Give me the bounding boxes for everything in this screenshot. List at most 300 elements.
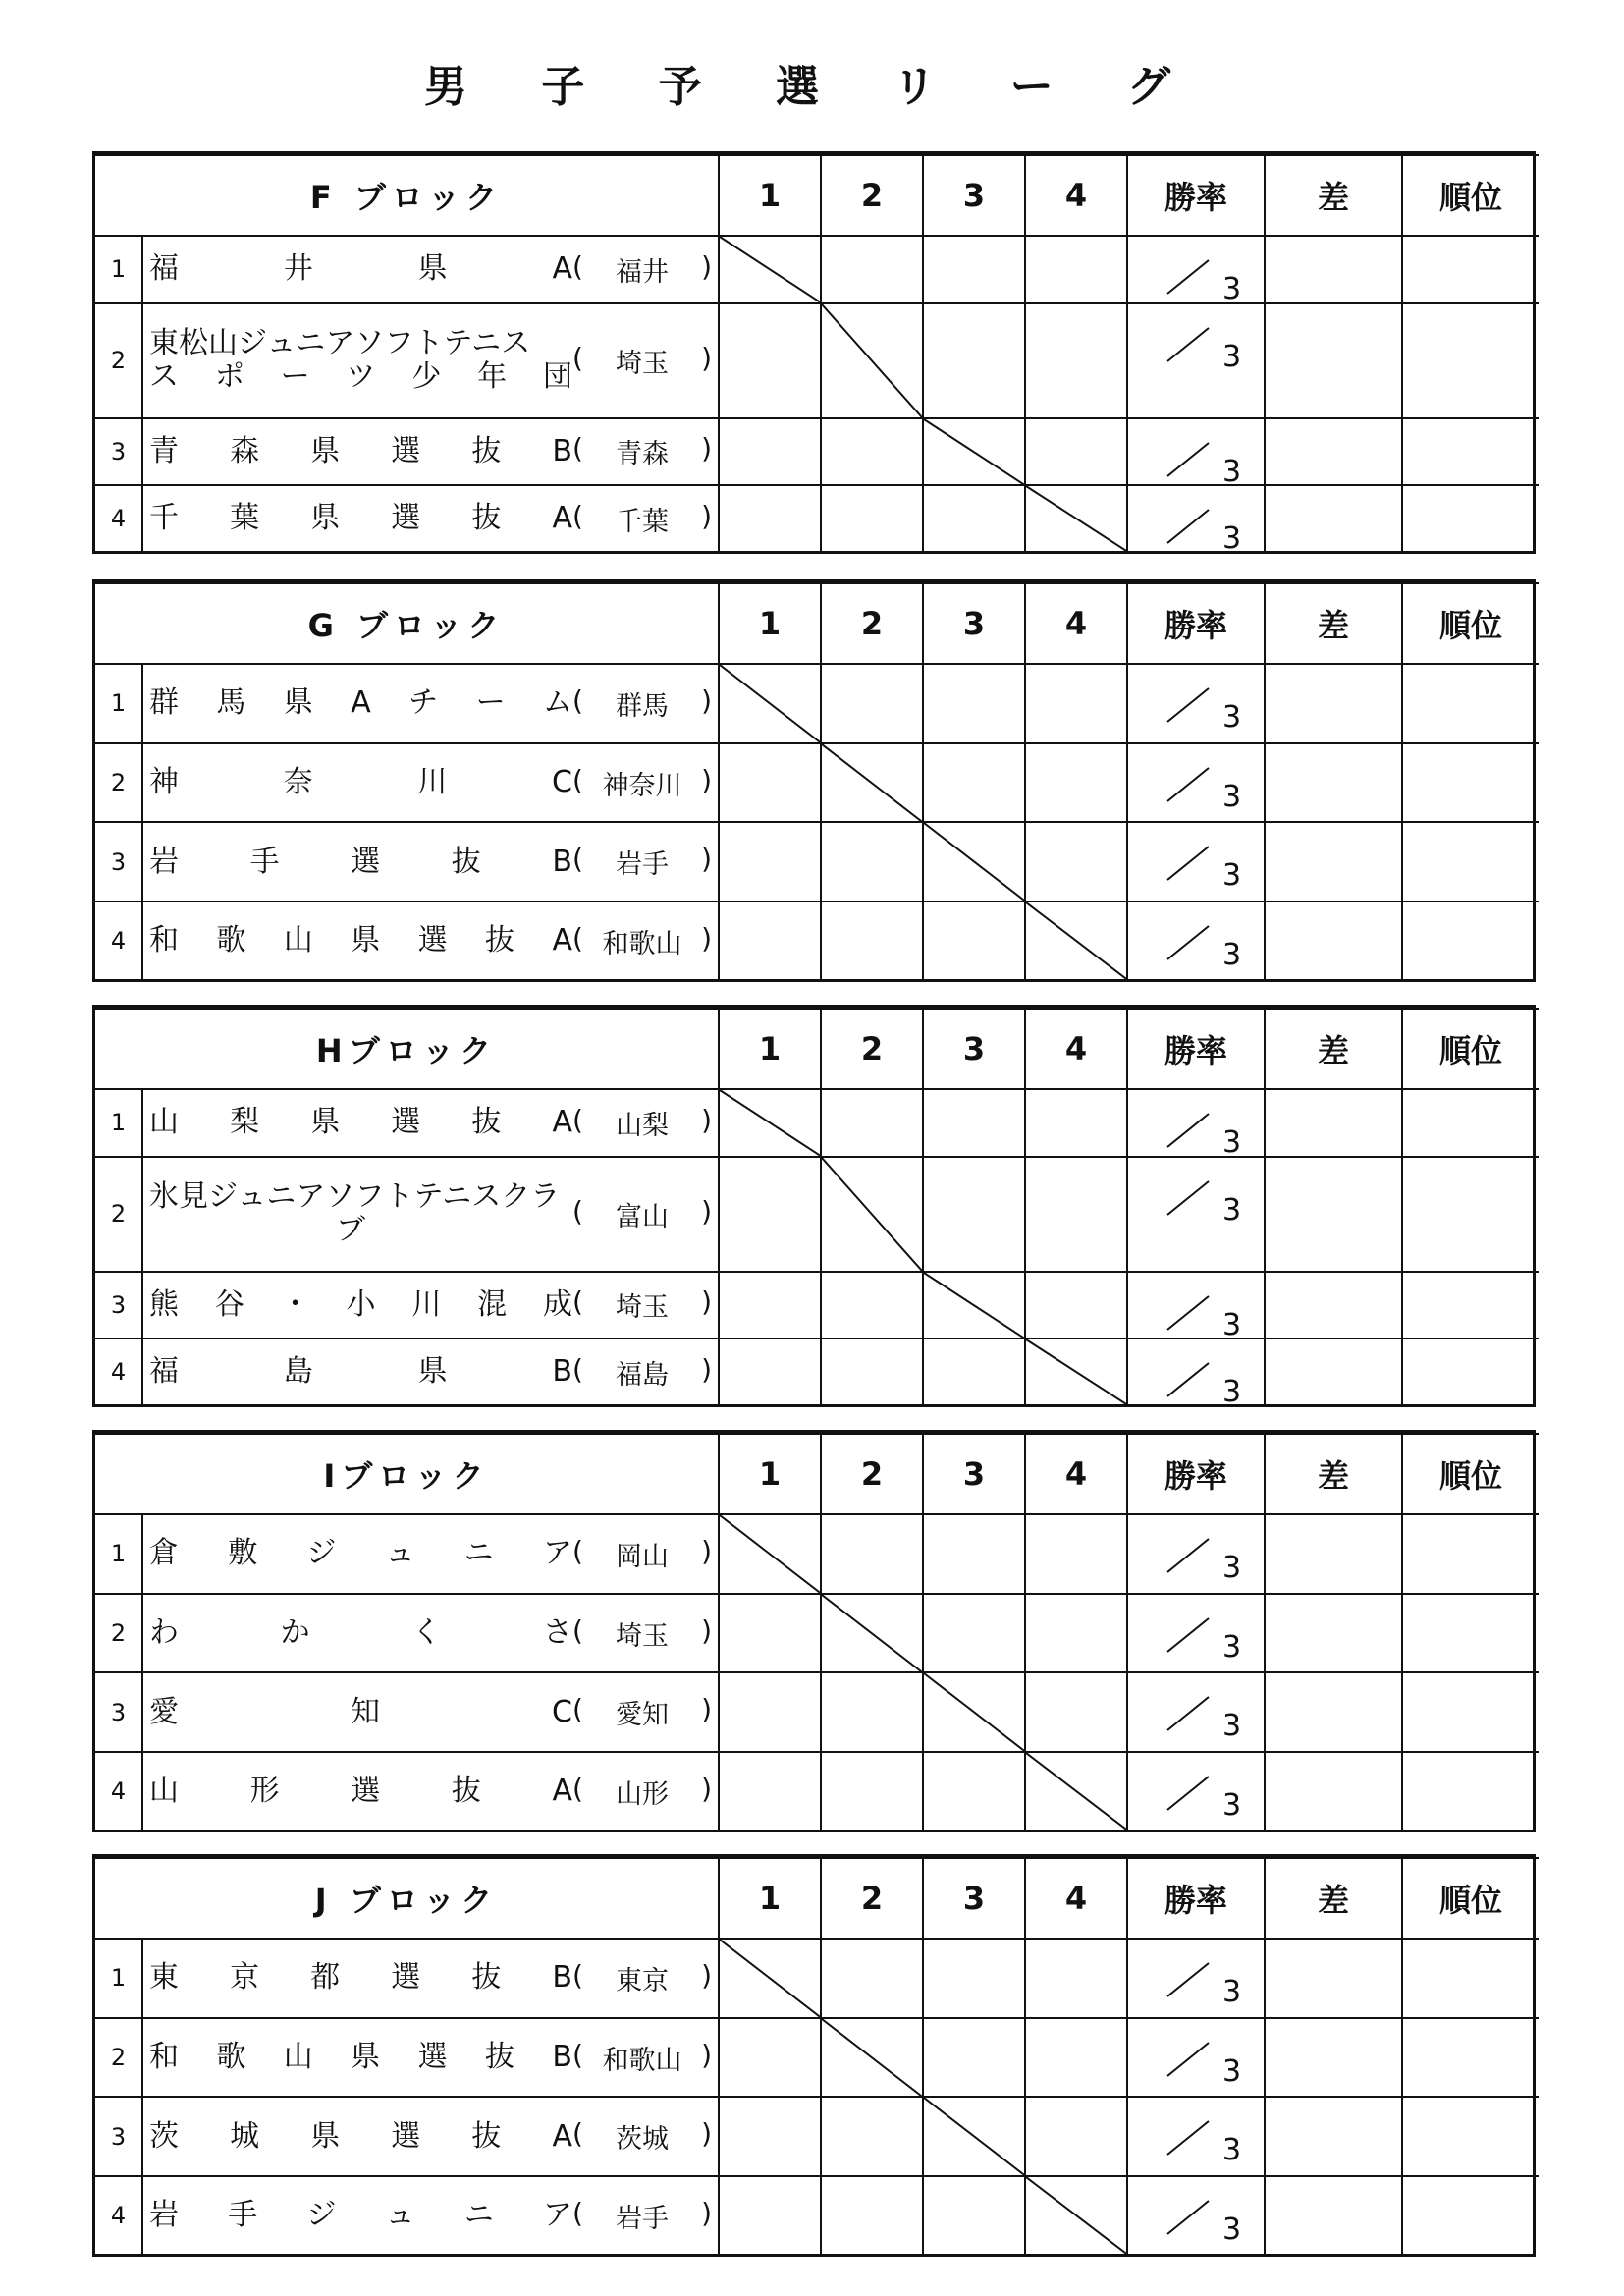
team-name-part: 福	[149, 1354, 179, 1390]
result-cell[interactable]	[923, 236, 1025, 303]
team-name-part: 手	[228, 2198, 258, 2233]
result-cell[interactable]	[1025, 1157, 1127, 1272]
win-rate-cell[interactable]	[1127, 485, 1265, 557]
team-cell-inner	[143, 2019, 718, 2097]
team-name-line	[149, 1616, 572, 1650]
win-rate-cell[interactable]	[1127, 1514, 1265, 1594]
league-block	[92, 1005, 1536, 1410]
team-number: 4	[95, 485, 142, 551]
team-name-part: 抜	[471, 501, 502, 536]
result-cell[interactable]	[1025, 743, 1127, 823]
team-row	[95, 1672, 1539, 1752]
prefecture	[572, 432, 712, 470]
rank-cell[interactable]	[1402, 664, 1539, 743]
league-table	[95, 582, 1539, 979]
diff-cell[interactable]	[1265, 485, 1402, 551]
col-header-1: 1	[719, 1858, 821, 1939]
win-rate-cell[interactable]	[1127, 1089, 1265, 1160]
result-cell[interactable]	[1025, 236, 1127, 303]
result-cell[interactable]	[923, 1939, 1025, 2018]
team-name-part: 抜	[471, 1960, 502, 1995]
team-cell	[142, 902, 719, 979]
fraction-slash	[1164, 1174, 1213, 1223]
result-cell[interactable]	[1025, 418, 1127, 486]
team-name-part: チ	[408, 685, 439, 721]
result-cell[interactable]	[923, 2018, 1025, 2098]
team-name-part: 森	[230, 433, 260, 468]
self-match-cell	[719, 1514, 821, 1594]
result-cell[interactable]	[923, 1157, 1025, 1272]
result-cell[interactable]	[719, 418, 821, 486]
diagonal-slash	[924, 2098, 1024, 2175]
rate-denominator: 3	[1222, 938, 1242, 973]
paren-open: (	[572, 249, 583, 283]
prefecture	[572, 2117, 712, 2156]
win-rate-cell[interactable]	[1127, 303, 1265, 418]
win-rate-cell[interactable]	[1127, 418, 1265, 489]
result-cell[interactable]	[719, 2018, 821, 2098]
result-cell[interactable]	[821, 236, 923, 303]
result-cell[interactable]	[1025, 1594, 1127, 1673]
rank-cell[interactable]	[1402, 1752, 1539, 1830]
team-name-part: 谷	[214, 1286, 244, 1322]
result-cell[interactable]	[1025, 2097, 1127, 2176]
team-number: 4	[95, 902, 142, 979]
team-cell	[142, 236, 719, 303]
diagonal-slash	[720, 1515, 820, 1593]
team-name-part: 島	[283, 1354, 313, 1390]
result-cell[interactable]	[923, 485, 1025, 551]
team-name-part: 形	[249, 1774, 280, 1809]
rank-cell[interactable]	[1402, 1157, 1539, 1272]
team-name-part: ツ	[346, 359, 376, 395]
diagonal-slash	[720, 1940, 820, 2017]
team-name-part: 神	[149, 765, 179, 800]
self-match-cell	[821, 1157, 923, 1272]
team-row	[95, 902, 1539, 979]
rank-header: 順位	[1402, 1858, 1539, 1939]
diff-cell[interactable]	[1265, 1089, 1402, 1157]
team-name	[149, 327, 572, 394]
col-header-2: 2	[821, 1009, 923, 1089]
team-number: 1	[95, 664, 142, 743]
win-rate-cell[interactable]	[1127, 1594, 1265, 1673]
result-cell[interactable]	[719, 303, 821, 418]
team-cell	[142, 664, 719, 743]
prefecture	[572, 1195, 712, 1233]
result-cell[interactable]	[1025, 303, 1127, 418]
team-name-part: 福	[149, 251, 179, 287]
team-name	[149, 686, 572, 720]
diff-cell[interactable]	[1265, 1339, 1402, 1404]
col-header-4: 4	[1025, 1009, 1127, 1089]
prefecture	[572, 1614, 712, 1653]
col-header-1: 1	[719, 155, 821, 236]
prefecture-name: 神奈川	[602, 770, 682, 801]
team-number: 4	[95, 2176, 142, 2254]
team-name-part: 茨	[149, 2118, 179, 2154]
paren-open: (	[572, 1613, 583, 1647]
rate-denominator: 3	[1222, 1125, 1242, 1160]
rank-cell[interactable]	[1402, 2176, 1539, 2254]
team-name-line	[149, 2041, 572, 2074]
team-cell	[142, 1272, 719, 1339]
diff-cell[interactable]	[1265, 1594, 1402, 1673]
team-name-part: C	[552, 1694, 572, 1729]
result-cell[interactable]	[821, 1514, 923, 1594]
result-cell[interactable]	[821, 1089, 923, 1157]
result-cell[interactable]	[1025, 2018, 1127, 2098]
diff-cell[interactable]	[1265, 1752, 1402, 1830]
prefecture-name: 群馬	[616, 690, 669, 722]
fraction-slash	[1164, 252, 1213, 301]
paren-close: )	[701, 1772, 712, 1805]
rank-cell[interactable]	[1402, 2097, 1539, 2176]
paren-open: (	[572, 1772, 583, 1805]
result-cell[interactable]	[1025, 1514, 1127, 1594]
page-title: 男 子 予 選 リ ー グ	[424, 62, 1200, 112]
result-cell[interactable]	[719, 743, 821, 823]
team-name-part: 千	[149, 501, 179, 536]
diff-cell[interactable]	[1265, 1672, 1402, 1752]
team-name-part: ュ	[385, 2198, 415, 2233]
diff-cell[interactable]	[1265, 664, 1402, 743]
team-number: 4	[95, 1339, 142, 1404]
diff-cell[interactable]	[1265, 2018, 1402, 2098]
paren-open: (	[572, 1352, 583, 1386]
diagonal-slash	[1026, 2177, 1126, 2254]
prefecture-name: 埼玉	[616, 1620, 669, 1652]
team-name-part: 県	[417, 251, 448, 287]
result-cell[interactable]	[821, 664, 923, 743]
rate-header: 勝率	[1127, 583, 1265, 664]
result-cell[interactable]	[923, 1089, 1025, 1157]
team-name-line	[149, 924, 572, 957]
col-header-2: 2	[821, 583, 923, 664]
result-cell[interactable]	[821, 1339, 923, 1404]
prefecture-name: 埼玉	[616, 1292, 669, 1324]
team-name-part: 選	[391, 1105, 421, 1140]
team-number: 2	[95, 1594, 142, 1673]
team-name-part: ア	[542, 1536, 572, 1571]
team-name-part: 抜	[484, 2040, 514, 2075]
result-cell[interactable]	[719, 822, 821, 902]
diff-cell[interactable]	[1265, 2097, 1402, 2176]
result-cell[interactable]	[923, 1339, 1025, 1404]
diff-cell[interactable]	[1265, 1514, 1402, 1594]
team-name-part: 東	[149, 1960, 179, 1995]
team-row	[95, 1939, 1539, 2018]
team-name	[149, 924, 572, 957]
team-name-part: 県	[310, 1105, 341, 1140]
result-cell[interactable]	[821, 485, 923, 551]
diagonal-slash	[1026, 902, 1126, 979]
team-name-part: ー	[280, 359, 310, 395]
rank-cell[interactable]	[1402, 1272, 1539, 1339]
result-cell[interactable]	[923, 902, 1025, 979]
fraction-slash	[1164, 2193, 1213, 2242]
result-cell[interactable]	[923, 2176, 1025, 2254]
team-name-line	[149, 1355, 572, 1389]
self-match-cell	[1025, 485, 1127, 551]
paren-close: )	[701, 1194, 712, 1228]
win-rate-cell[interactable]	[1127, 2097, 1265, 2176]
team-name-line	[149, 2120, 572, 2154]
result-cell[interactable]	[821, 2097, 923, 2176]
diagonal-slash	[822, 2019, 922, 2097]
rank-cell[interactable]	[1402, 743, 1539, 823]
diff-cell[interactable]	[1265, 1939, 1402, 2018]
rate-denominator: 3	[1222, 272, 1242, 306]
team-name-part: 山	[149, 1774, 179, 1809]
result-cell[interactable]	[719, 902, 821, 979]
paren-close: )	[701, 1534, 712, 1567]
rank-cell[interactable]	[1402, 236, 1539, 303]
team-name-part: ジ	[306, 1536, 337, 1571]
rank-header: 順位	[1402, 1009, 1539, 1089]
rank-cell[interactable]	[1402, 902, 1539, 979]
team-name-line	[149, 1288, 572, 1322]
rank-cell[interactable]	[1402, 418, 1539, 486]
team-name-part: 抜	[471, 1105, 502, 1140]
rank-cell[interactable]	[1402, 1089, 1539, 1157]
result-cell[interactable]	[1025, 1089, 1127, 1157]
rank-cell[interactable]	[1402, 1514, 1539, 1594]
win-rate-cell[interactable]	[1127, 236, 1265, 306]
league-table	[95, 1433, 1539, 1830]
win-rate-cell[interactable]	[1127, 1752, 1265, 1830]
diff-cell[interactable]	[1265, 822, 1402, 902]
fraction-slash	[1164, 1769, 1213, 1818]
rate-denominator: 3	[1222, 1788, 1242, 1824]
result-cell[interactable]	[821, 822, 923, 902]
team-row	[95, 303, 1539, 418]
win-rate-cell[interactable]	[1127, 1272, 1265, 1342]
team-row	[95, 2018, 1539, 2098]
diff-cell[interactable]	[1265, 1272, 1402, 1339]
rate-denominator: 3	[1222, 2133, 1242, 2168]
paren-close: )	[701, 1613, 712, 1647]
result-cell[interactable]	[719, 1672, 821, 1752]
self-match-cell	[923, 1672, 1025, 1752]
result-cell[interactable]	[719, 1752, 821, 1830]
result-cell[interactable]	[1025, 664, 1127, 743]
result-cell[interactable]	[821, 902, 923, 979]
rate-denominator: 3	[1222, 1307, 1242, 1342]
team-cell-inner	[143, 486, 718, 551]
rank-cell[interactable]	[1402, 1339, 1539, 1404]
diff-cell[interactable]	[1265, 303, 1402, 418]
team-name-part: ム	[542, 685, 572, 721]
fraction-slash	[1164, 839, 1213, 888]
win-rate-cell[interactable]	[1127, 822, 1265, 902]
self-match-cell	[1025, 902, 1127, 979]
team-name-part: B	[552, 1354, 572, 1390]
result-cell[interactable]	[719, 1594, 821, 1673]
rate-denominator: 3	[1222, 779, 1242, 814]
team-name-part: 抜	[451, 1774, 481, 1809]
result-cell[interactable]	[719, 485, 821, 551]
team-name-part: A	[552, 2118, 572, 2154]
diff-header: 差	[1265, 155, 1402, 236]
fraction-slash	[1164, 2035, 1213, 2084]
result-cell[interactable]	[1025, 1272, 1127, 1339]
diff-cell[interactable]	[1265, 902, 1402, 979]
league-block	[92, 579, 1536, 982]
paren-open: (	[572, 1103, 583, 1136]
team-row	[95, 2176, 1539, 2254]
result-cell[interactable]	[719, 1339, 821, 1404]
rank-cell[interactable]	[1402, 2018, 1539, 2098]
team-name-part: 県	[351, 2040, 381, 2075]
col-header-3: 3	[923, 1434, 1025, 1514]
paren-open: (	[572, 2038, 583, 2071]
result-cell[interactable]	[1025, 822, 1127, 902]
result-cell[interactable]	[923, 1752, 1025, 1830]
team-name-part: 梨	[230, 1105, 260, 1140]
team-cell-inner	[143, 237, 718, 302]
team-name-part: 県	[351, 923, 381, 958]
team-number: 3	[95, 822, 142, 902]
team-name-part: さ	[542, 1615, 572, 1651]
win-rate-cell[interactable]	[1127, 1672, 1265, 1752]
paren-close: )	[701, 2196, 713, 2229]
win-rate-cell[interactable]	[1127, 1939, 1265, 2018]
team-name-line	[149, 1180, 572, 1214]
win-rate-cell[interactable]	[1127, 743, 1265, 823]
team-name-line	[149, 766, 572, 799]
diff-cell[interactable]	[1265, 743, 1402, 823]
team-row	[95, 1514, 1539, 1594]
team-row	[95, 743, 1539, 823]
paren-close: )	[701, 843, 712, 876]
result-cell[interactable]	[719, 1272, 821, 1339]
win-rate-cell[interactable]	[1127, 902, 1265, 979]
result-cell[interactable]	[719, 1157, 821, 1272]
fraction-slash	[1164, 1611, 1213, 1660]
team-cell-inner	[143, 304, 718, 417]
team-cell	[142, 743, 719, 823]
diff-cell[interactable]	[1265, 2176, 1402, 2254]
team-row	[95, 1594, 1539, 1673]
prefecture	[572, 1104, 712, 1142]
diagonal-slash	[924, 1273, 1024, 1339]
result-cell[interactable]	[1025, 1672, 1127, 1752]
paren-open: (	[572, 2196, 583, 2229]
team-name-part: 和	[149, 2040, 179, 2075]
paren-close: )	[701, 763, 712, 796]
team-name-part: ポ	[214, 359, 244, 395]
self-match-cell	[923, 1272, 1025, 1339]
team-cell-inner	[143, 1273, 718, 1339]
team-name-part: 小	[346, 1286, 376, 1322]
prefecture	[572, 764, 712, 802]
team-name-part: 山	[149, 1105, 179, 1140]
rank-cell[interactable]	[1402, 1672, 1539, 1752]
result-cell[interactable]	[821, 2176, 923, 2254]
team-name-part: 川	[417, 765, 448, 800]
result-cell[interactable]	[923, 1514, 1025, 1594]
rate-denominator: 3	[1222, 2053, 1242, 2089]
team-name-part: 手	[249, 844, 280, 879]
paren-close: )	[701, 683, 712, 717]
self-match-cell	[821, 1594, 923, 1673]
team-name-part: わ	[149, 1615, 179, 1651]
team-name-part: く	[411, 1615, 442, 1651]
team-name-line	[149, 1961, 572, 1995]
team-name-part: ー	[475, 685, 506, 721]
diagonal-slash	[822, 1595, 922, 1672]
prefecture-name: 茨城	[616, 2124, 670, 2156]
rank-cell[interactable]	[1402, 303, 1539, 418]
team-cell	[142, 2097, 719, 2176]
result-cell[interactable]	[821, 1272, 923, 1339]
diff-cell[interactable]	[1265, 1157, 1402, 1272]
team-name-part: 葉	[230, 501, 260, 536]
result-cell[interactable]	[821, 1752, 923, 1830]
win-rate-cell[interactable]	[1127, 1157, 1265, 1272]
result-cell[interactable]	[821, 1672, 923, 1752]
block-name: G ブロック	[95, 583, 719, 664]
result-cell[interactable]	[923, 743, 1025, 823]
rank-cell[interactable]	[1402, 485, 1539, 551]
team-name-part: 敷	[228, 1536, 258, 1571]
paren-open: (	[572, 432, 583, 465]
team-name-part: 抜	[471, 433, 502, 468]
result-cell[interactable]	[821, 418, 923, 486]
rank-cell[interactable]	[1402, 1939, 1539, 2018]
rate-header: 勝率	[1127, 155, 1265, 236]
result-cell[interactable]	[719, 2097, 821, 2176]
result-cell[interactable]	[923, 303, 1025, 418]
paren-open: (	[572, 1693, 583, 1726]
rank-cell[interactable]	[1402, 822, 1539, 902]
team-row	[95, 1089, 1539, 1157]
team-number: 2	[95, 1157, 142, 1272]
team-cell	[142, 1339, 719, 1404]
win-rate-cell[interactable]	[1127, 664, 1265, 743]
team-name-line	[149, 502, 572, 535]
team-cell-inner	[143, 665, 718, 742]
result-cell[interactable]	[923, 664, 1025, 743]
team-name-part: 青	[149, 433, 179, 468]
result-cell[interactable]	[1025, 1939, 1127, 2018]
team-name-part: 愛	[149, 1694, 179, 1729]
result-cell[interactable]	[719, 2176, 821, 2254]
col-header-4: 4	[1025, 1434, 1127, 1514]
diff-cell[interactable]	[1265, 236, 1402, 303]
paren-close: )	[701, 2038, 713, 2071]
header-row	[95, 583, 1539, 664]
win-rate-cell[interactable]	[1127, 1339, 1265, 1410]
prefecture	[572, 2197, 712, 2235]
rank-cell[interactable]	[1402, 1594, 1539, 1673]
paren-open: (	[572, 683, 583, 717]
team-number: 1	[95, 1089, 142, 1157]
result-cell[interactable]	[923, 1594, 1025, 1673]
win-rate-cell[interactable]	[1127, 2018, 1265, 2098]
prefecture-name: 岩手	[616, 2203, 670, 2234]
rate-denominator: 3	[1222, 1975, 1242, 2009]
diagonal-slash	[720, 237, 820, 302]
header-row	[95, 155, 1539, 236]
col-header-1: 1	[719, 583, 821, 664]
diff-cell[interactable]	[1265, 418, 1402, 486]
result-cell[interactable]	[821, 1939, 923, 2018]
team-row	[95, 485, 1539, 551]
team-name	[149, 2199, 572, 2232]
win-rate-cell[interactable]	[1127, 2176, 1265, 2254]
